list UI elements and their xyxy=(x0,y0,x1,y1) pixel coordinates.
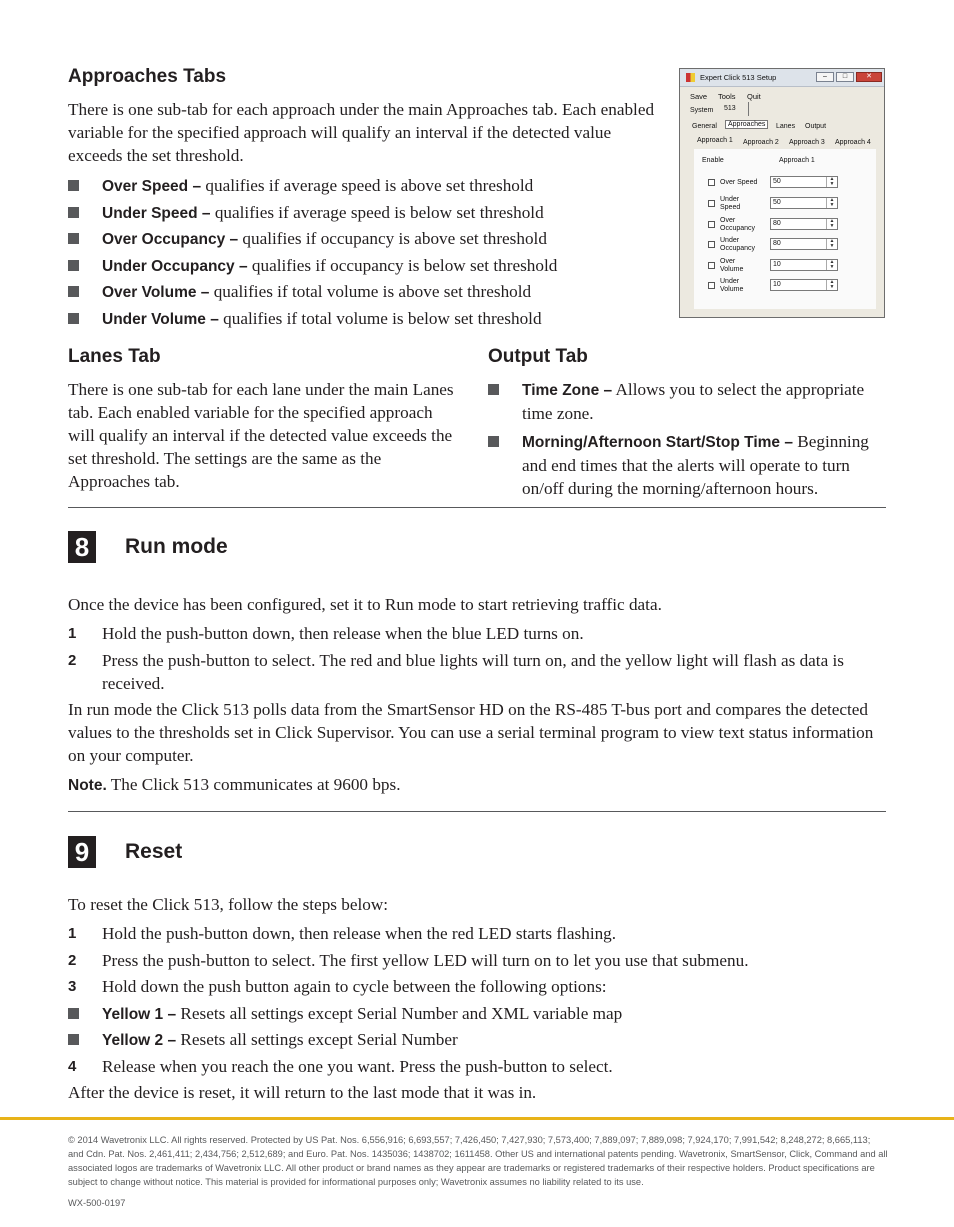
list-item: 3 Hold down the push button again to cycle between the following options: xyxy=(68,977,607,996)
bullet-square-icon xyxy=(68,1008,79,1019)
row-label: Under Occupancy xyxy=(720,237,756,252)
list-item: Morning/Afternoon Start/Stop Time – Beginning and end times that the alerts will operate to turn on/off during the morning/afternoon hours. xyxy=(488,430,888,500)
list-item: Over Occupancy – qualifies if occupancy is above set threshold xyxy=(68,227,658,254)
over-occupancy-checkbox xyxy=(708,221,715,228)
menu-quit: Quit xyxy=(747,92,761,101)
tab-approach-1: Approach 1 xyxy=(697,137,733,144)
under-speed-checkbox xyxy=(708,200,715,207)
list-item: 1 Hold the push-button down, then release when the blue LED turns on. xyxy=(68,624,584,643)
tab-approach-2: Approach 2 xyxy=(743,139,779,146)
under-volume-checkbox xyxy=(708,282,715,289)
list-item: 1 Hold the push-button down, then release when the red LED starts flashing. xyxy=(68,924,617,943)
tab-513: 513 xyxy=(724,105,736,112)
tab-lanes: Lanes xyxy=(776,123,796,130)
output-list xyxy=(488,378,888,500)
run-mode-note: Note. The Click 513 communicates at 9600 bps. xyxy=(68,775,401,794)
reset-intro: To reset the Click 513, follow the steps below: xyxy=(68,895,389,914)
over-speed-field: 50 ▲ ▼ xyxy=(770,176,838,188)
row-label: Under Speed xyxy=(720,196,741,211)
reset-outro: After the device is reset, it will return to the last mode that it was in. xyxy=(68,1083,537,1102)
under-volume-field: 10 ▲ ▼ xyxy=(770,279,838,291)
list-item: 2 Press the push-button to select. The first yellow LED will turn on to let you use that submenu. xyxy=(68,950,749,970)
window-titlebar xyxy=(680,69,884,87)
app-icon xyxy=(686,73,695,82)
list-item: Yellow 2 – Resets all settings except Serial Number xyxy=(68,1028,886,1055)
document-number: WX-500-0197 xyxy=(68,1198,126,1208)
spinner-icon: ▲ ▼ xyxy=(826,219,837,229)
footer-accent-bar xyxy=(0,1117,954,1120)
menu-tools: Tools xyxy=(718,92,736,101)
list-item: Under Volume – qualifies if total volume is below set threshold xyxy=(68,307,658,334)
approaches-heading: Approaches Tabs xyxy=(68,66,227,87)
list-item: Over Volume – qualifies if total volume is above set threshold xyxy=(68,280,658,307)
approach-panel xyxy=(694,149,876,309)
row-label: Over Volume xyxy=(720,258,744,273)
spinner-icon: ▲ ▼ xyxy=(826,260,837,270)
spinner-icon: ▲ ▼ xyxy=(826,239,837,249)
tab-output: Output xyxy=(805,123,827,130)
maximize-icon: □ xyxy=(836,72,854,82)
tab-approach-4: Approach 4 xyxy=(835,139,871,146)
list-item: 4 Release when you reach the one you want. Press the push-button to select. xyxy=(68,1056,613,1076)
spinner-icon: ▲ ▼ xyxy=(826,280,837,290)
menu-save: Save xyxy=(690,92,708,101)
run-mode-intro: Once the device has been configured, set it to Run mode to start retrieving traffic data. xyxy=(68,595,662,614)
row-label: Over Occupancy xyxy=(720,217,756,232)
under-occupancy-checkbox xyxy=(708,241,715,248)
over-volume-checkbox xyxy=(708,262,715,269)
tab-approaches: Approaches xyxy=(725,120,768,129)
tab-divider xyxy=(748,102,749,116)
bullet-square-icon xyxy=(68,1034,79,1045)
list-item: Time Zone – Allows you to select the appropriate time zone. xyxy=(488,378,888,425)
row-label: Over Speed xyxy=(720,179,758,186)
under-speed-field: 50 ▲ ▼ xyxy=(770,197,838,209)
lanes-body: There is one sub-tab for each lane under the main Lanes tab. Each enabled variable for the specified approach will qualify an interval if the detected value exceeds the set threshold. The settings are the same as the Approaches tab. xyxy=(68,380,454,491)
run-mode-heading: Run mode xyxy=(125,535,228,558)
list-item: 2 Press the push-button to select. The red and blue lights will turn on, and the yellow light will flash as data is received. xyxy=(68,651,844,693)
over-speed-checkbox xyxy=(708,179,715,186)
enable-label: Enable xyxy=(702,157,724,164)
reset-steps xyxy=(68,922,886,1081)
bullet-square-icon xyxy=(68,180,79,191)
approaches-list xyxy=(68,174,658,333)
bullet-square-icon xyxy=(68,260,79,271)
spinner-icon: ▲ ▼ xyxy=(826,198,837,208)
setup-window-screenshot xyxy=(679,68,885,318)
divider xyxy=(68,811,886,812)
run-mode-body: In run mode the Click 513 polls data from the SmartSensor HD on the RS-485 T-bus port and compares the detected values to the thresholds set in Click Supervisor. You can use a serial terminal program to view text status information on your computer. xyxy=(68,700,874,765)
window-title: Expert Click 513 Setup xyxy=(700,73,777,82)
bullet-square-icon xyxy=(68,207,79,218)
bullet-square-icon xyxy=(488,436,499,447)
list-item: Under Speed – qualifies if average speed is below set threshold xyxy=(68,201,658,228)
approaches-intro: There is one sub-tab for each approach under the main Approaches tab. Each enabled variable for the specified approach will qualify an interval if the detected value exceeds the set threshold. xyxy=(68,100,655,165)
over-occupancy-field: 80 ▲ ▼ xyxy=(770,218,838,230)
tab-approach-3: Approach 3 xyxy=(789,139,825,146)
bullet-square-icon xyxy=(68,286,79,297)
list-item: Over Speed – qualifies if average speed is above set threshold xyxy=(68,174,658,201)
step-number-badge: 9 xyxy=(68,836,96,868)
footer-legal: © 2014 Wavetronix LLC. All rights reserved. Protected by US Pat. Nos. 6,556,916; 6,693,557; 7,426,450; 7,427,930; 7,573,400; 7,889,097; 7,889,098; 7,924,170; 7,991,542; 8,248,272; 8,665,113; and Cdn. Pat. Nos. 2,461,411; 2,434,756; 2,512,689; and Euro. Pat. Nos. 1435036; 1438702; 1611458. Other US and international patents pending. Wavetronix, SmartSensor, Click, Command and all associated logos are trademarks of Wavetronix LLC. All other product or brand names as they appear are trademarks or registered trademarks of their respective holders. Product specifications are subject to change without notice. This material is provided for informational purposes only; Wavetronix assumes no liability related to its use. xyxy=(68,1135,888,1187)
row-label: Under Volume xyxy=(720,278,744,293)
tab-general: General xyxy=(692,123,717,130)
run-mode-steps xyxy=(68,622,886,695)
list-item: Under Occupancy – qualifies if occupancy is below set threshold xyxy=(68,254,658,281)
divider xyxy=(68,507,886,508)
bullet-square-icon xyxy=(68,313,79,324)
spinner-icon: ▲ ▼ xyxy=(826,177,837,187)
bullet-square-icon xyxy=(488,384,499,395)
lanes-heading: Lanes Tab xyxy=(68,346,161,367)
minimize-icon: – xyxy=(816,72,834,82)
output-heading: Output Tab xyxy=(488,346,588,367)
over-volume-field: 10 ▲ ▼ xyxy=(770,259,838,271)
list-item: Yellow 1 – Resets all settings except Serial Number and XML variable map xyxy=(68,1002,886,1029)
approach-label: Approach 1 xyxy=(779,157,815,164)
step-number-badge: 8 xyxy=(68,531,96,563)
bullet-square-icon xyxy=(68,233,79,244)
under-occupancy-field: 80 ▲ ▼ xyxy=(770,238,838,250)
reset-heading: Reset xyxy=(125,840,183,863)
tab-system: System xyxy=(690,107,714,114)
close-icon: ✕ xyxy=(856,72,882,82)
